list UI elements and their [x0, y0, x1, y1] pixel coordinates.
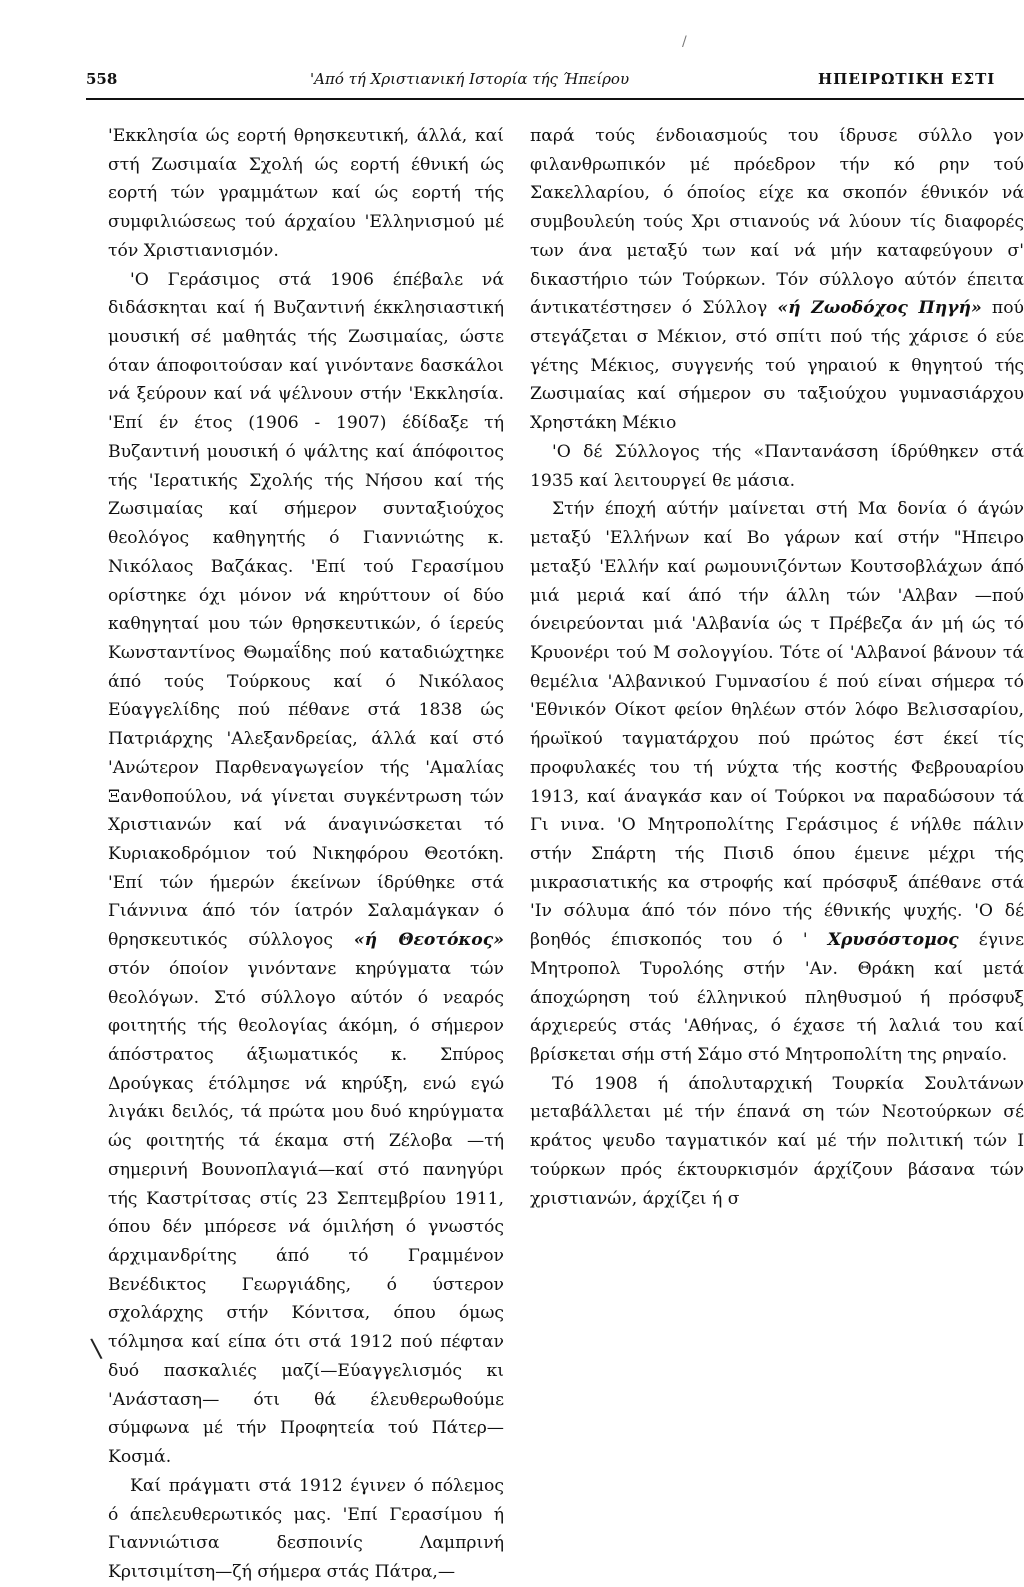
paragraph-text: Στήν έποχή αύτήν μαίνεται στή Μα δονία ό άγών μεταξύ 'Ελλήνων καί Βο γάρων καί στήν "Ηπειρο μεταξύ 'Ελλήν καί ρωμουνιζόντων Κουτσοβλάχων άπό μιά μεριά καί άπό τήν άλλη τών 'Αλβαν —πού όνειρεύονται μιά 'Αλβανία ώς τ Πρέβεζα άν μή ώς τό Κρυονέρι τού Μ σολογγίου. Τότε οί 'Αλβανοί βάνουν τά θεμέλια 'Αλβανικού Γυμνασίου έ πού είναι σήμερα τό 'Εθνικόν Οίκοτ φείον θηλέων στόν λόφο Βελισσαρίου, ήρωϊκού ταγματάρχου πού πρώτος έστ έκεί τίς προφυλακές του τή νύχτα τής κοστής Φεβρουαρίου 1913, καί άναγκάσ καν οί Τούρκοι να παραδώσουν τά Γι νινα. 'Ο Μητροπολίτης Γεράσιμος έ νήλθε πάλιν στήν Σπάρτη τής Πισιδ όπου έμεινε μέχρι τής μικρασιατικής κα στροφής καί πρόσφυξ άπέθανε στά 'Ιν σόλυμα άπό τόν πόνο τής έθνικής ψυχής. 'Ο δέ βοηθός έπισκοπός του ό ' [530, 499, 1024, 951]
paragraph [530, 122, 1024, 438]
paragraph-text: παρά τούς ένδοιασμούς του ίδρυσε σύλλο γον φιλανθρωπικόν μέ πρόεδρον τήν κό ρην τού Σακελλαρίου, ό όποίος είχε κα σκοπόν έθνικόν νά συμβουλεύη τούς Χρι στιανούς νά λύουν τίς διαφορές των άνα μεταξύ των καί νά μήν καταφεύγουν σ' δικαστήριο τών Τούρκων. Τόν σύλλογο αύτόν έπειτα άντικατέστησεν ό Σύλλογ [530, 126, 1024, 319]
paragraph [108, 266, 504, 1472]
paragraph-text: στόν όποίον γινόντανε κηρύγματα τών θεολόγων. Στό σύλλογο αύτόν ό νεαρός φοιτητής τής θεολογίας άκόμη, ό σήμερον άπόστρατος άξιωματικός κ. Σπύρος Δρούγκας έτόλμησε νά κηρύξη, ενώ εγώ λιγάκι δειλός, τά πρώτα μου δυό κηρύγματα ώς φοιτητής τά έκαμα στή Ζέλοβα —τή σημερινή Βουνοπλαγιά—καί στό πανηγύρι τής Καστρίτσας στίς 23 Σεπτεμβρίου 1911, όπου δέν μπόρεσε νά όμιλήση ό γνωστός άρχιμανδρίτης άπό τό Γραμμένον Βενέδικτος Γεωργιάδης, ό ύστερον σχολάρχης στήν Κόνιτσα, όπου όμως τόλμησα καί είπα ότι στά 1912 πού πέφταν δυό πασκαλιές μαζί—Εύαγγελισμός κι 'Ανάσταση— ότι θά έλευθερωθούμε σύμφωνα μέ τήν Προφητεία τού Πάτερ—Κοσμά. [108, 958, 504, 1468]
paragraph: Τό 1908 ή άπολυταρχική Τουρκία Σουλτάνων μεταβάλλεται μέ τήν έπανά ση τών Νεοτούρκων σέ κράτος ψευδο ταγματικόν καί μέ τήν πολιτική τών Ι τούρκων πρός έκτουρκισμόν άρχίζουν βάσανα τών χριστιανών, άρχίζει ή σ [530, 1073, 1024, 1209]
paragraph-text: έγινε Μητροπολ Τυρολόης στήν 'Αν. Θράκη καί μετά άποχώρηση τού έλληνικού πληθυσμού ή πρόσφυξ άρχιερεύς στάς 'Αθήνας, ό έχασε τή λαλιά του καί βρίσκεται σήμ στή Σάμο στό Μητροπολίτη της ρηναίο. [530, 930, 1024, 1065]
paragraph-text: Καί πράγματι στά 1912 έγινεν ό πόλεμος ό άπελευθερωτικός μας. 'Επί Γερασίμου ή Γιαννιώτισα δεσποινίς Λαμπρινή Κριτσιμίτση—ζή σήμερα στάς Πάτρα,— [108, 1475, 504, 1582]
society-name: «ή Ζωοδόχος Πηγή» [777, 298, 982, 319]
paragraph-text: πού στεγάζεται σ Μέκιον, στό σπίτι πού τής χάρισε ό εύε γέτης Μέκιος, συγγενής τού γηραιού κ θηγητού τής Ζωσιμαίας καί σήμερον συ ταξιούχου γυμνασιάρχου Χρηστάκη Μέκιο [530, 298, 1024, 434]
right-column [530, 122, 1024, 1362]
paragraph: 'Εκκλησία ώς εορτή θρησκευτική, άλλά, καί στή Ζωσιμαία Σχολή ώς εορτή έθνική ώς εορτή τών γραμμάτων καί ώς εορτή τής συμφιλιώσεως τού άρχαίου 'Ελληνισμού μέ τόν Χριστιανισμόν. [108, 126, 504, 261]
journal-title: ΗΠΕΙΡΩΤΙΚΗ ΕΣΤΙ [818, 70, 996, 88]
page-header [86, 62, 1024, 98]
paragraph [530, 495, 1024, 1069]
left-column [108, 122, 504, 1582]
running-title: 'Από τή Χριστιανική Ιστορία τής Ήπείρου [310, 70, 630, 88]
bishop-name: Χρυσόστομος [827, 930, 959, 951]
top-margin-tick: / [682, 34, 687, 50]
margin-stroke: \ [89, 1333, 104, 1365]
page-number: 558 [86, 70, 118, 88]
paragraph-text: 'Ο Γεράσιμος στά 1906 έπέβαλε νά διδάσκηται καί ή Βυζαντινή έκκλησιαστική μουσική σέ μαθητάς τής Ζωσιμαίας, ώστε όταν άποφοιτούσαν καί γινόντανε δασκάλοι νά ξεύρουν καί νά ψέλνουν στήν 'Εκκλησία. 'Επί έν έτος (1906 - 1907) έδίδαξε τή Βυζαντινή μουσική ό ψάλτης καί άπόφοιτος τής 'Ιερατικής Σχολής τής Νήσου καί τής Ζωσιμαίας καί σήμερον συνταξιούχος θεολόγος καθηγητής ό Γιαννιώτης κ. Νικόλαος Βαζάκας. 'Επί τού Γερασίμου ορίστηκε όχι μόνον νά κηρύττουν οί δύο καθηγηταί μου τών θρησκευτικών, ό ίερεύς Κωνσταντίνος Θωμαΐδης πού καταδιώχτηκε άπό τούς Τούρκους καί ό Νικόλαος Εύαγγελίδης πού πέθανε στά 1838 ώς Πατριάρχης 'Αλεξανδρείας, άλλά καί στό 'Ανώτερον Παρθεναγωγείον τής 'Αμαλίας Ξανθοπούλου, νά γίνεται συγκέντρωση τών Χριστιανών καί νά άναγινώσκεται τό Κυριακοδρόμιον τού Νικηφόρου Θεοτόκη. 'Επί τών ήμερών έκείνων ίδρύθηκε στά Γιάννινα άπό τόν ίατρόν Σαλαμάγκαν ό θρησκευτικός σύλλογος [108, 269, 504, 951]
paragraph: 'Ο δέ Σύλλογος τής «Παντανάσση ίδρύθηκεν στά 1935 καί λειτουργεί θε μάσια. [530, 441, 1024, 491]
paragraph [108, 1472, 504, 1587]
header-rule [86, 98, 1024, 100]
society-name: «ή Θεοτόκος» [353, 930, 504, 951]
